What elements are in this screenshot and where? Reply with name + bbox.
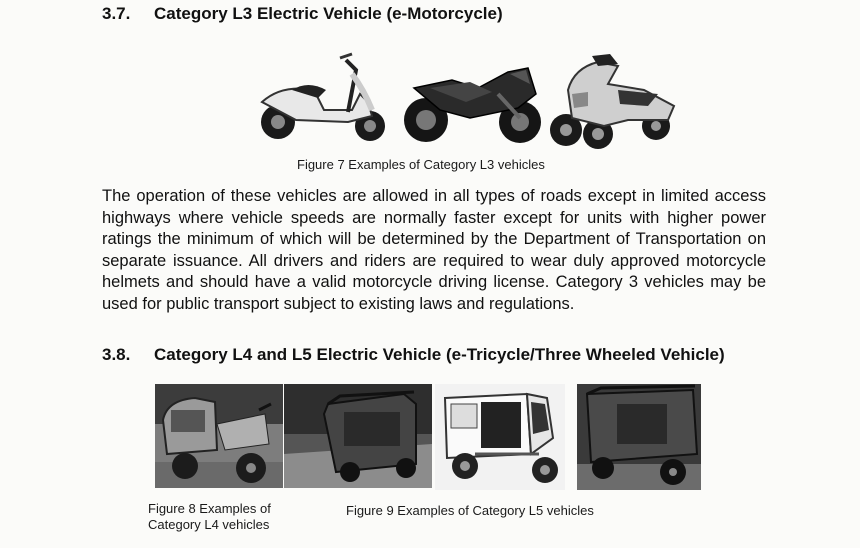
covered-e-tricycle-image [284, 384, 432, 488]
section-heading-3-7 [102, 4, 503, 24]
white-e-trike-cab-image [435, 384, 565, 490]
electric-sport-motorcycle-image [400, 58, 546, 150]
figure-8-caption-line-1: Figure 8 Examples of [148, 501, 271, 516]
electric-scooter-image [252, 50, 392, 146]
figure-9-caption: Figure 9 Examples of Category L5 vehicles [346, 503, 594, 518]
section-title: Category L3 Electric Vehicle (e-Motorcycle) [154, 4, 503, 23]
green-canopy-e-tricycle-image [577, 384, 701, 490]
motorcycle-with-sidecar-image [155, 384, 283, 488]
figure-8-caption-line-2: Category L4 vehicles [148, 517, 270, 532]
section-number: 3.7. [102, 4, 131, 23]
electric-three-wheel-scooter-image [548, 50, 682, 152]
section-title: Category L4 and L5 Electric Vehicle (e-Tricycle/Three Wheeled Vehicle) [154, 345, 725, 364]
section-heading-3-8 [102, 345, 725, 365]
figure-8-caption [148, 501, 271, 533]
figure-7-caption: Figure 7 Examples of Category L3 vehicles [297, 157, 545, 172]
section-number: 3.8. [102, 345, 131, 364]
body-paragraph: The operation of these vehicles are allowed in all types of roads except in limited access highways where vehicle speeds are normally faster except for units with higher power ratings the minimum of which will be determined by the Department of Transportation on separate issuance. All drivers and riders are required to wear duly approved motorcycle helmets and should have a valid motorcycle driving license. Category 3 vehicles may be used for public transport subject to existing laws and regulations. [102, 187, 766, 313]
